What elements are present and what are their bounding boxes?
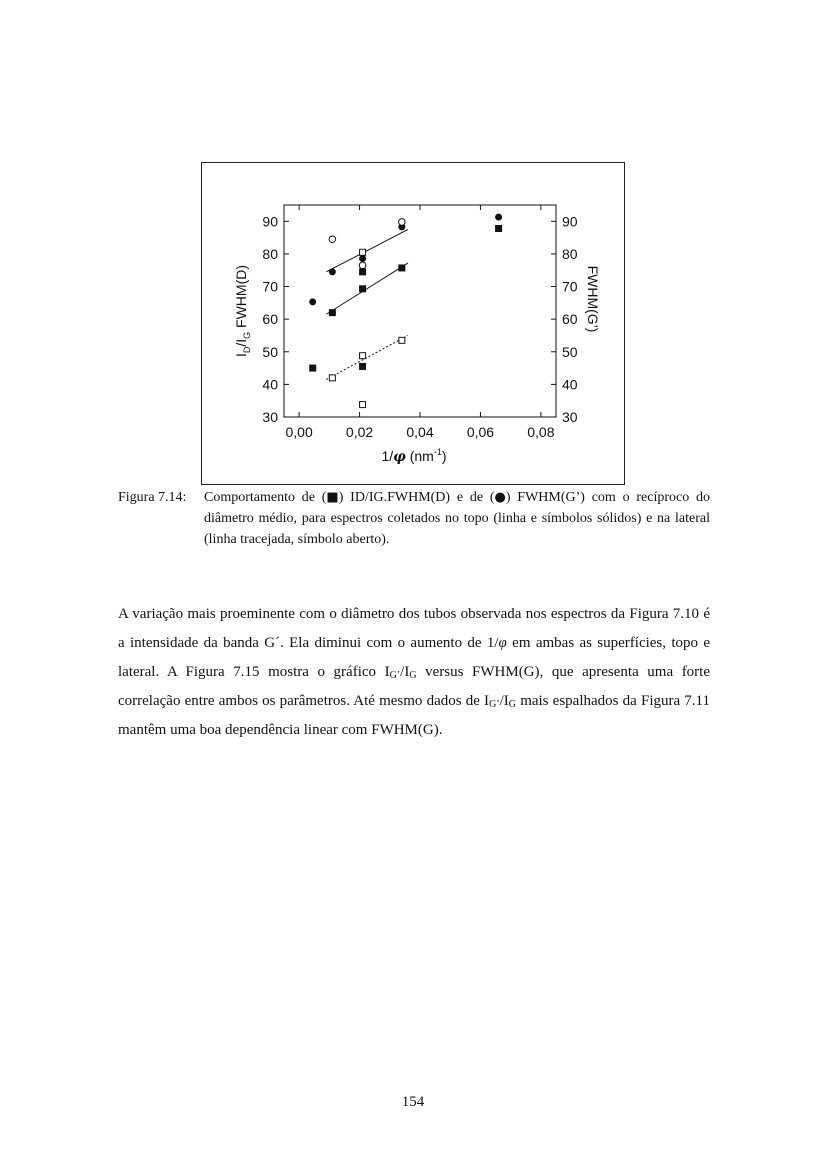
y-tick-label-left: 50 — [262, 343, 278, 360]
filled-square-point — [359, 268, 366, 275]
figure-frame — [201, 162, 625, 485]
filled-square-point — [495, 225, 502, 232]
y-tick-label-right: 50 — [562, 343, 578, 360]
open-circle-point — [359, 262, 366, 269]
y-axis-left-label: $I_D/I_G$ FWHM(D) — [233, 264, 252, 358]
filled-circle-point — [359, 255, 366, 262]
filled-square-icon: ■ — [326, 490, 339, 505]
y-tick-label-right: 30 — [562, 409, 578, 425]
x-tick-label: 0,02 — [345, 424, 374, 440]
x-tick-label: 0,08 — [527, 424, 555, 440]
solid-fit-line — [326, 263, 408, 314]
y-tick-label-right: 60 — [562, 311, 578, 328]
open-square-point — [360, 249, 366, 255]
y-tick-label-left: 90 — [262, 213, 278, 230]
y-tick-label-left: 60 — [262, 311, 278, 328]
filled-square-point — [359, 363, 366, 370]
caption-label: Figura 7.14: — [118, 490, 187, 505]
y-tick-label-left: 30 — [262, 409, 278, 425]
open-circle-point — [329, 236, 336, 243]
filled-square-point — [329, 309, 336, 316]
dotted-fit-line — [326, 335, 408, 379]
y-tick-label-left: 80 — [262, 245, 278, 262]
caption-text: Comportamento de (■) ID/IG.FWHM(D) e de (●) FWHM(G’) com o recíproco do diâmetro médio, para espectros coletados no topo (linha e símbolos sólidos) e na lateral (linha tracejada, símbolo aberto). — [204, 487, 710, 550]
y-tick-label-right: 70 — [562, 278, 578, 295]
x-tick-label: 0,06 — [466, 424, 495, 440]
y-tick-label-right: 80 — [562, 245, 578, 262]
y-tick-label-left: 40 — [262, 376, 278, 393]
page-number: 154 — [401, 1094, 425, 1110]
x-tick-label: 0,00 — [285, 424, 313, 440]
filled-circle-point — [495, 214, 502, 221]
plot-area — [284, 205, 556, 417]
open-circle-point — [399, 219, 406, 226]
filled-circle-point — [329, 268, 336, 275]
x-tick-label: 0,04 — [406, 424, 434, 440]
scatter-chart — [202, 163, 624, 484]
y-axis-right-label: FWHM(G’) — [585, 265, 601, 333]
y-tick-label-left: 70 — [262, 278, 278, 295]
filled-circle-icon: ● — [494, 490, 506, 505]
x-axis-label: 1/φ $(nm^{-1})$ — [381, 447, 447, 465]
filled-square-point — [359, 285, 366, 292]
body-paragraph: A variação mais proeminente com o diâmetro dos tubos observada nos espectros da Figura 7.10 é a intensidade da banda G´. Ela diminui com o aumento de 1/φ em ambas as superfícies, topo e lateral. A Figura 7.15 mostra o gráfico $I_{G’}/I_G$ versus FWHM(G), que apresenta uma forte correlação entre ambos os parâmetros. Até mesmo dados de $I_{G’}/I_G$ mais espalhados da Figura 7.11 mantêm uma boa dependência linear com FWHM(G). — [118, 606, 711, 738]
open-square-point — [329, 375, 335, 381]
y-tick-label-right: 40 — [562, 376, 578, 393]
open-square-point — [360, 353, 366, 359]
solid-fit-line — [326, 229, 408, 271]
open-square-point — [399, 337, 405, 343]
filled-circle-point — [309, 298, 316, 305]
y-tick-label-right: 90 — [562, 213, 578, 230]
open-square-point — [360, 402, 366, 408]
filled-square-point — [398, 264, 405, 271]
filled-square-point — [309, 365, 316, 372]
figure-caption — [118, 487, 710, 550]
